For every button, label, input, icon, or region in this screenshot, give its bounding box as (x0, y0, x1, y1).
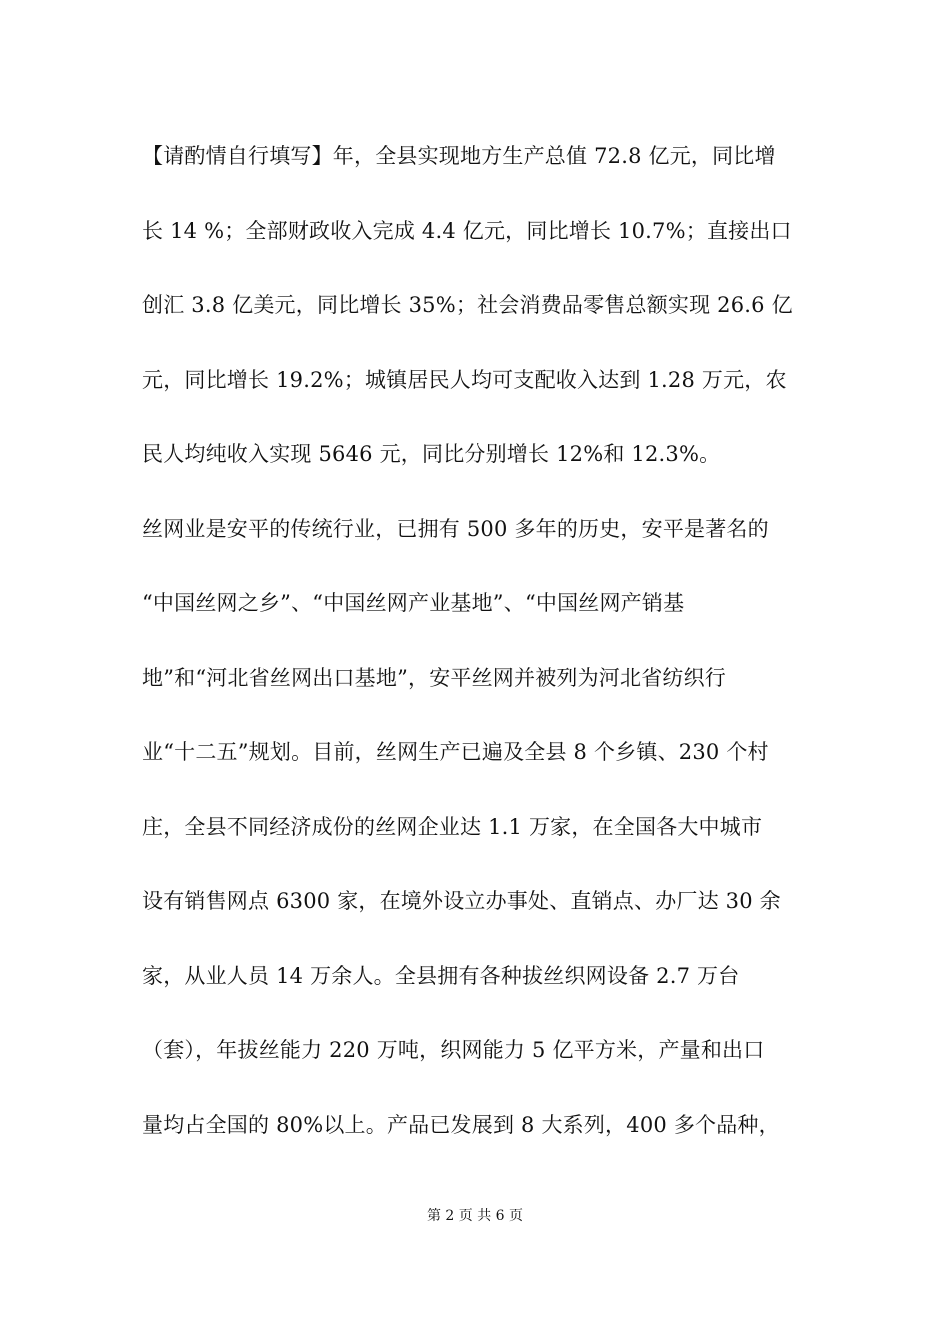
text-line-8: 地”和“河北省丝网出口基地”，安平丝网并被列为河北省纺织行 (142, 665, 727, 690)
text-line-11: 设有销售网点 6300 家，在境外设立办事处、直销点、办厂达 30 余 (142, 889, 781, 913)
text-line-7: “中国丝网之乡”、“中国丝网产业基地”、“中国丝网产销基 (142, 591, 685, 615)
text-line-4: 元，同比增长 19.2%；城镇居民人均可支配收入达到 1.28 万元，农 (142, 367, 787, 392)
text-line-5: 民人均纯收入实现 5646 元，同比分别增长 12%和 12.3%。 (142, 442, 721, 466)
text-line-13: （套），年拔丝能力 220 万吨，织网能力 5 亿平方米，产量和出口 (142, 1038, 765, 1062)
text-line-14: 量均占全国的 80%以上。产品已发展到 8 大系列，400 多个品种， (142, 1112, 780, 1137)
text-line-9: 业“十二五”规划。目前，丝网生产已遍及全县 8 个乡镇、230 个村 (142, 740, 769, 764)
text-line-12: 家，从业人员 14 万余人。全县拥有各种拔丝织网设备 2.7 万台 (142, 963, 740, 988)
text-line-1: 【请酌情自行填写】年，全县实现地方生产总值 72.8 亿元，同比增 (142, 144, 776, 168)
page-number-footer: 第 2 页 共 6 页 (426, 1208, 524, 1224)
text-line-3: 创汇 3.8 亿美元，同比增长 35%；社会消费品零售总额实现 26.6 亿 (142, 293, 793, 317)
text-line-2: 长 14 %；全部财政收入完成 4.4 亿元，同比增长 10.7%；直接出口 (142, 218, 792, 243)
document-body (142, 135, 812, 1178)
text-line-6: 丝网业是安平的传统行业，已拥有 500 多年的历史，安平是著名的 (142, 516, 769, 541)
text-line-10: 庄，全县不同经济成份的丝网企业达 1.1 万家，在全国各大中城市 (142, 814, 763, 839)
